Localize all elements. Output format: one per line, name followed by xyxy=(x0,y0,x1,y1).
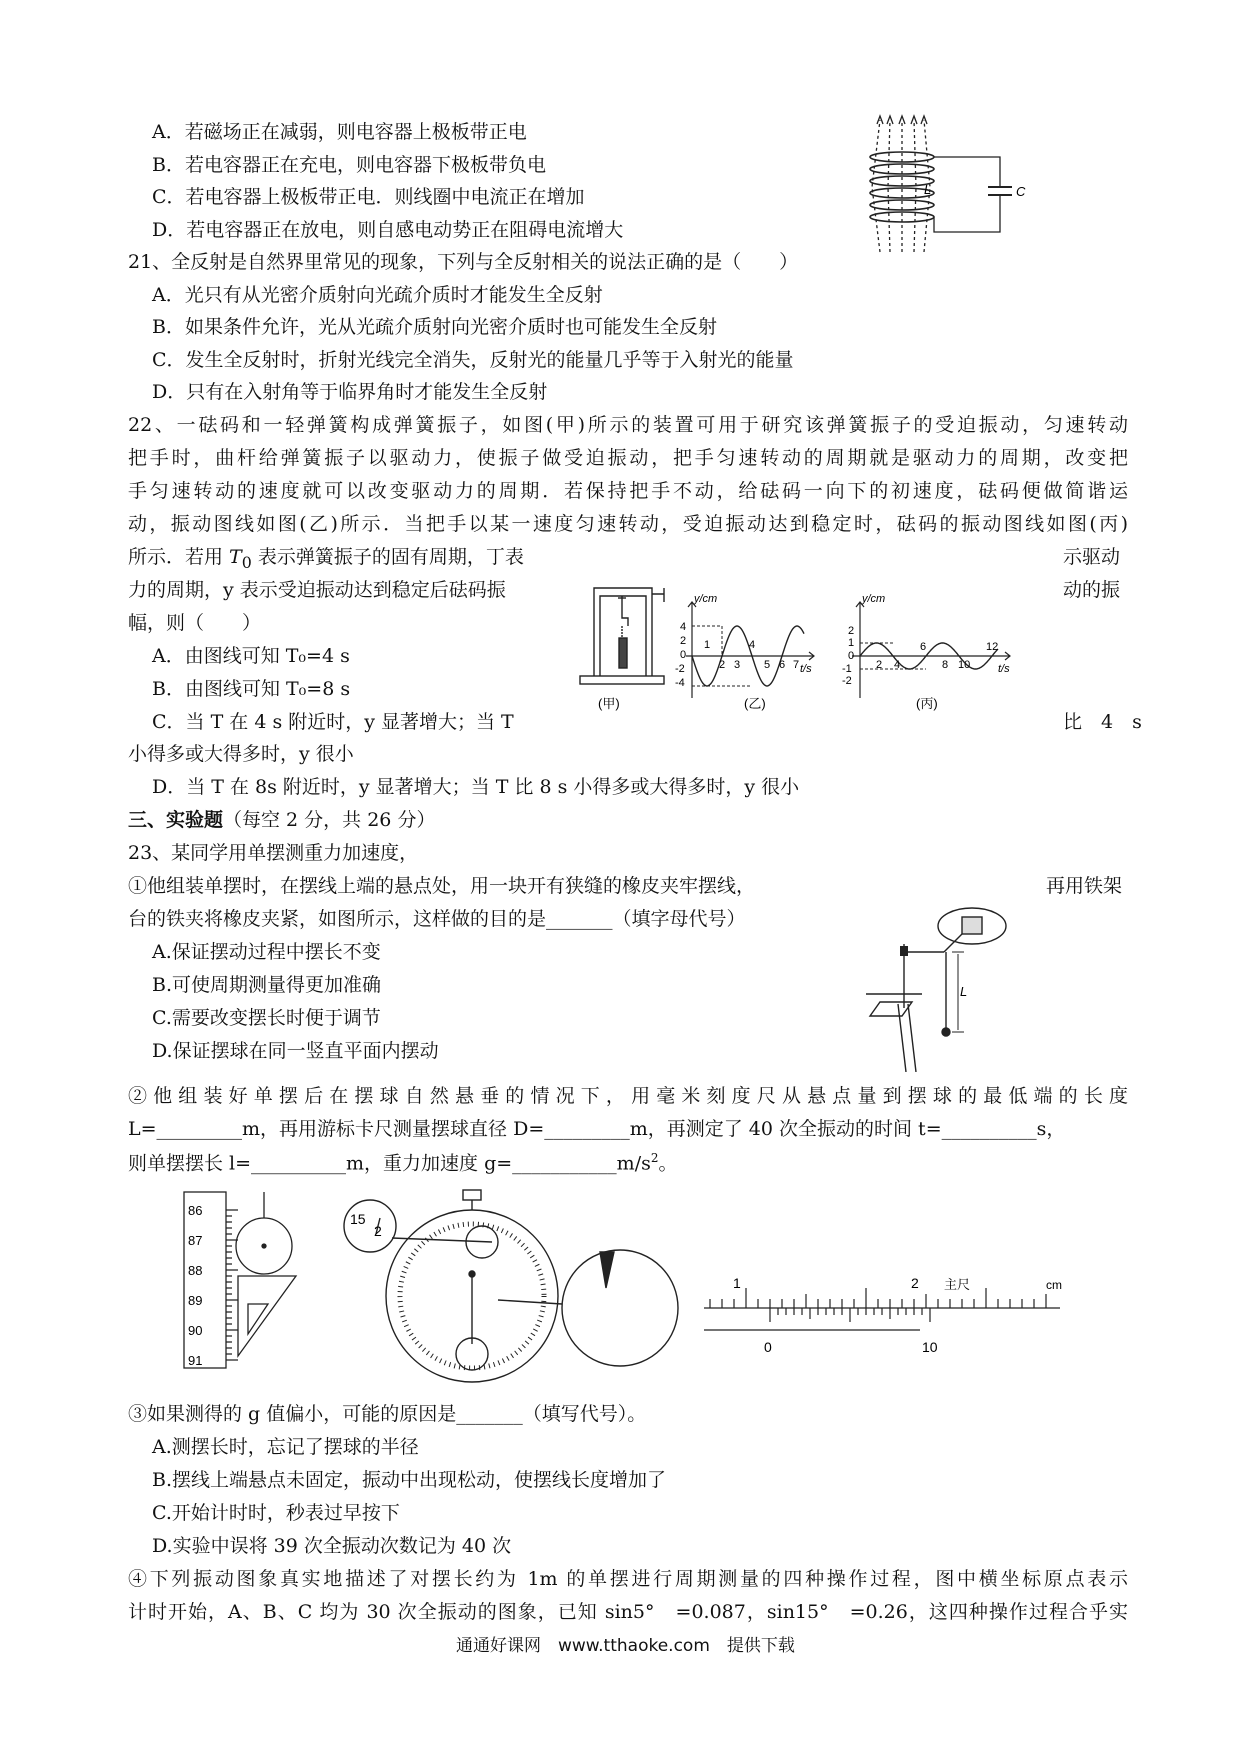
caliper-vernier-label: 0 xyxy=(764,1339,772,1355)
yi-ytick: 4 xyxy=(680,621,687,633)
bing-ytick: 2 xyxy=(848,625,855,637)
inductor-label: L xyxy=(924,182,932,197)
q22-line-6-left: 力的周期，y 表示受迫振动达到稳定后砝码振 xyxy=(128,579,506,601)
bing-ytick: 0 xyxy=(848,650,855,662)
ruler-tick-label: 87 xyxy=(188,1233,203,1248)
graph-bing-tlabel: t/s xyxy=(998,663,1010,675)
bing-ytick: -2 xyxy=(842,675,852,687)
q23-part3-option-c: C.开始计时时，秒表过早按下 xyxy=(152,1502,400,1524)
q22-line-2: 把手时，曲杆给弹簧振子以驱动力，使振子做受迫振动，把手匀速转动的周期就是驱动力的周期，改变把 xyxy=(128,447,1128,469)
q23-part3-option-d: D.实验中误将 39 次全振动次数记为 40 次 xyxy=(152,1535,512,1557)
q23-part3: ③如果测得的 g 值偏小，可能的原因是_______（填写代号）。 xyxy=(128,1403,647,1425)
yi-xtick: 1 xyxy=(704,639,711,651)
yi-xtick: 2 xyxy=(719,659,726,671)
q21-option-c: C．发生全反射时，折射光线完全消失，反射光的能量几乎等于入射光的能量 xyxy=(152,349,794,371)
graph-yi-ylabel: y/cm xyxy=(694,593,718,605)
q23-part1-option-a: A.保证摆动过程中摆长不变 xyxy=(152,941,381,963)
q23-part4-line2: 计时开始，A、B、C 均为 30 次全振动的图象，已知 sin5° =0.087，sin15° =0.26，这四种操作过程合乎实 xyxy=(128,1601,1128,1623)
q21-option-b: B．如果条件允许，光从光疏介质射向光密介质时也可能发生全反射 xyxy=(152,316,717,338)
stopwatch xyxy=(344,1190,678,1382)
section-3-heading: 三、实验题（每空 2 分，共 26 分） xyxy=(128,809,436,831)
q20-option-b: B．若电容器正在充电，则电容器下极板带负电 xyxy=(152,154,546,176)
q23-part1-option-d: D.保证摆球在同一竖直平面内摆动 xyxy=(152,1040,439,1062)
ruler-tick-label: 86 xyxy=(188,1203,203,1218)
q22-line-3: 手匀速转动的速度就可以改变驱动力的周期．若保持把手不动，给砝码一向下的初速度，砝码便做简谐运 xyxy=(128,480,1128,502)
q20-option-a: A．若磁场正在减弱，则电容器上极板带正电 xyxy=(152,121,527,143)
ruler-tick-label: 89 xyxy=(188,1293,203,1308)
q21-option-a: A．光只有从光密介质射向光疏介质时才能发生全反射 xyxy=(152,284,603,306)
ruler-tick-label: 88 xyxy=(188,1263,203,1278)
caliper-unit-label: cm xyxy=(1046,1278,1062,1292)
bing-xtick: 8 xyxy=(942,659,949,671)
bing-xtick: 6 xyxy=(920,641,927,653)
caliper-vernier-ticks xyxy=(770,1308,930,1322)
q22-line-4: 动，振动图线如图(乙)所示．当把手以某一速度匀速转动，受迫振动达到稳定时，砝码的振动图线如图(丙) xyxy=(128,513,1128,535)
caliper-main-ticks xyxy=(710,1288,1046,1308)
q21-stem: 21、全反射是自然界里常见的现象，下列与全反射相关的说法正确的是（ ） xyxy=(128,251,799,273)
q22-option-c-cont: 小得多或大得多时，y 很小 xyxy=(128,743,354,765)
q22-option-a: A．由图线可知 T₀=4 s xyxy=(152,645,350,667)
ruler-tick-label: 91 xyxy=(188,1353,203,1368)
graph-bing-ylabel: y/cm xyxy=(862,593,886,605)
q23-part3-option-b: B.摆线上端悬点未固定，振动中出现松动，使摆线长度增加了 xyxy=(152,1469,667,1491)
caliper-main-label: 2 xyxy=(911,1275,919,1291)
q22-line-6-right: 动的振 xyxy=(1063,579,1121,601)
yi-ytick: -2 xyxy=(675,663,685,675)
q22-option-d: D．当 T 在 8s 附近时，y 显著增大；当 T 比 8 s 小得多或大得多时，y 很小 xyxy=(152,776,800,798)
q20-option-d: D．若电容器正在放电，则自感电动势正在阻碍电流增大 xyxy=(152,219,624,241)
yi-ytick: -4 xyxy=(675,677,685,689)
q23-part2-line1: ②他组装好单摆后在摆球自然悬垂的情况下，用毫米刻度尺从悬点量到摆球的最低端的长度 xyxy=(128,1085,1128,1107)
q20-option-c: C．若电容器上极板带正电．则线圈中电流正在增加 xyxy=(152,186,585,208)
bing-xtick: 12 xyxy=(986,641,999,653)
measurement-instruments-figure xyxy=(180,1188,1080,1388)
q22-line-5-right: 示驱动 xyxy=(1063,546,1121,568)
bing-ytick: 1 xyxy=(848,637,855,649)
capacitor-label: C xyxy=(1016,184,1026,199)
q23-part1-option-b: B.可使周期测量得更加准确 xyxy=(152,974,382,996)
yi-xtick: 3 xyxy=(734,659,741,671)
figure-jia-caption: (甲) xyxy=(598,696,620,711)
q22-figures xyxy=(578,568,1058,716)
q22-line-1: 22、一砝码和一轻弹簧构成弹簧振子，如图(甲)所示的装置可用于研究该弹簧振子的受迫振动，匀速转动 xyxy=(128,414,1128,436)
q23-part1-line1-right: 再用铁架 xyxy=(1046,875,1123,897)
q23-part1-option-c: C.需要改变摆长时便于调节 xyxy=(152,1007,381,1029)
q22-option-c-right: 比 4 s xyxy=(1063,711,1142,733)
bing-xtick: 4 xyxy=(894,659,901,671)
caliper-main-label: 1 xyxy=(733,1275,741,1291)
meter-ruler xyxy=(184,1192,296,1368)
bing-xtick: 2 xyxy=(876,659,883,671)
caliper-main-scale-label: 主尺 xyxy=(944,1277,971,1292)
stopwatch-small-label: 15 xyxy=(350,1211,366,1227)
q22-line-7: 幅，则（ ） xyxy=(128,612,262,634)
graph-yi-tlabel: t/s xyxy=(800,663,812,675)
q23-part2-line3: 则单摆摆长 l=__________m，重力加速度 $g=\_\_\_\_\_\_\_\_\_\_\_m/s^2$。 xyxy=(128,1151,678,1175)
q23-part4-line1: ④下列振动图象真实地描述了对摆长约为 1m 的单摆进行周期测量的四种操作过程，图中横坐标原点表示 xyxy=(128,1568,1128,1590)
page-footer: 通通好课网 www.tthaoke.com 提供下载 xyxy=(456,1636,795,1656)
pendulum-length-label: L xyxy=(960,984,968,999)
q23-part2-line2: L=_________m，再用游标卡尺测量摆球直径 D=_________m，再测定了 40 次全振动的时间 t=__________s， xyxy=(128,1118,1066,1140)
yi-xtick: 4 xyxy=(749,639,756,651)
caliper-vernier-label: 10 xyxy=(922,1339,938,1355)
lc-circuit-figure xyxy=(850,112,1040,262)
yi-xtick: 6 xyxy=(779,659,786,671)
yi-xtick: 5 xyxy=(764,659,771,671)
yi-xtick: 7 xyxy=(793,659,800,671)
yi-ytick: 0 xyxy=(680,649,687,661)
q23-stem: 23、某同学用单摆测重力加速度， xyxy=(128,842,419,864)
q23-part1-line2: 台的铁夹将橡皮夹紧，如图所示，这样做的目的是_______（填字母代号） xyxy=(128,908,746,930)
figure-bing-caption: (丙) xyxy=(916,696,938,711)
q22-option-c-left: C．当 T 在 4 s 附近时，y 显著增大；当 T xyxy=(152,711,514,733)
bing-ytick: -1 xyxy=(842,663,852,675)
q23-part3-option-a: A.测摆长时，忘记了摆球的半径 xyxy=(152,1436,419,1458)
figure-yi-caption: (乙) xyxy=(744,696,766,711)
pendulum-clamp-figure xyxy=(852,900,1022,1072)
stopwatch-small-label: 2 xyxy=(374,1223,382,1239)
q23-part1-line1-left: ①他组装单摆时，在摆线上端的悬点处，用一块开有狭缝的橡皮夹牢摆线， xyxy=(128,875,756,897)
ruler-tick-label: 90 xyxy=(188,1323,203,1338)
yi-ytick: 2 xyxy=(680,635,687,647)
bing-xtick: 10 xyxy=(958,659,971,671)
arrow-heads xyxy=(877,116,927,124)
apparatus-jia xyxy=(580,588,664,684)
q22-option-b: B．由图线可知 T₀=8 s xyxy=(152,678,351,700)
q21-option-d: D．只有在入射角等于临界角时才能发生全反射 xyxy=(152,381,548,403)
q22-line-5-left: 所示．若用 $T_0$ 表示弹簧振子的固有周期，丁表 xyxy=(128,546,524,572)
